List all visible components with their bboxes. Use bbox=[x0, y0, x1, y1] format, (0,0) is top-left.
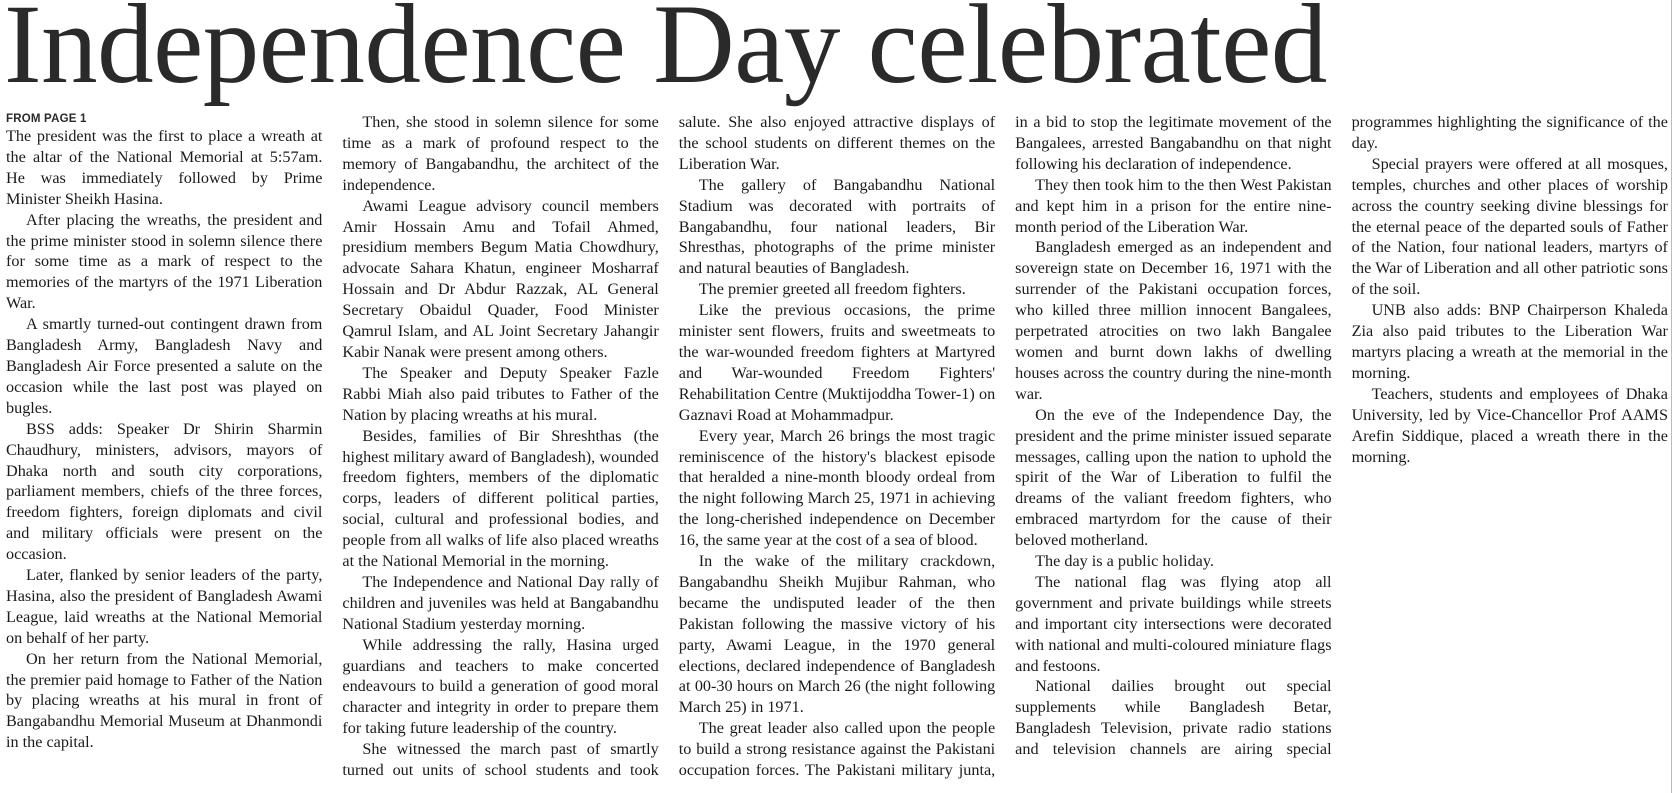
article-paragraph: Later, flanked by senior leaders of the party, Hasina, also the president of Bangladesh Awami League, laid wreaths at the National Memorial on behalf of her party. bbox=[6, 566, 323, 647]
article-paragraph: Bangladesh emerged as an independent and sovereign state on December 16, 1971 with the surrender of the Pakistani occupation forces, who killed three million innocent Bangalees, perpetrated atrocities on two lakh Bangalee women and burnt down lakhs of dwelling houses across the country during the nine-month war. bbox=[1015, 238, 1332, 403]
article-paragraph: The Independence and National Day rally of children and juveniles was held at Bangabandhu National Stadium yesterday morning. bbox=[342, 572, 659, 633]
article-paragraph: National dailies brought out special supplements while Bangladesh Betar, Bangladesh Television, private radio stations and television channels are airing special programmes highlighting the significance of the day. bbox=[1015, 113, 1668, 759]
article-paragraph: She witnessed the march past of smartly turned out units of school students and took salute. She also enjoyed attractive displays of the school students on different themes on the Liberation War. bbox=[342, 113, 996, 780]
article-paragraph: While addressing the rally, Hasina urged guardians and teachers to make concerted endeavours to build a generation of good moral character and integrity in order to prepare them for taking future leadership of the country. bbox=[342, 635, 659, 738]
article-paragraph: The national flag was flying atop all government and private buildings while streets and important city intersections were decorated with national and multi-coloured miniature flags and festoons. bbox=[1015, 572, 1332, 675]
article-paragraph: The great leader also called upon the people to build a strong resistance against the Pakistani occupation forces. The Pakistani military junta, in a bid to stop the legitimate movement of the Bangalees, arrested Bangabandhu on that night following his declaration of independence. bbox=[678, 113, 1332, 780]
article-paragraph: After placing the wreaths, the president and the prime minister stood in solemn silence there for some time as a mark of respect to the memories of the martyrs of the 1971 Liberation War. bbox=[6, 210, 323, 313]
article-paragraph: The day is a public holiday. bbox=[1035, 552, 1214, 571]
article-paragraph: Then, she stood in solemn silence for some time as a mark of profound respect to the memory of Bangabandhu, the architect of the independence. bbox=[342, 113, 659, 194]
article-body bbox=[6, 112, 1668, 792]
article-paragraph: On the eve of the Independence Day, the president and the prime minister issued separate messages, calling upon the nation to uphold the spirit of the War of Liberation to fulfil the dreams of the valiant freedom fighters, who embraced martyrdom for the cause of their beloved motherland. bbox=[1015, 405, 1332, 550]
article-paragraph: A smartly turned-out contingent drawn from Bangladesh Army, Bangladesh Navy and Bangladesh Air Force presented a salute on the occasion while the last post was played on bugles. bbox=[6, 315, 323, 417]
article-paragraph: BSS adds: Speaker Dr Shirin Sharmin Chaudhury, ministers, advisors, mayors of Dhaka north and south city corporations, parliament members, chiefs of the three forces, freedom fighters, foreign diplomats and civil and military officials were present on the occasion. bbox=[6, 419, 323, 564]
article-paragraph: The Speaker and Deputy Speaker Fazle Rabbi Miah also paid tributes to Father of the Nation by placing wreaths at his mural. bbox=[342, 363, 659, 424]
article-paragraph: Special prayers were offered at all mosques, temples, churches and other places of worship across the country seeking divine blessings for the eternal peace of the departed souls of Father of the Nation, four national leaders, martyrs of the War of Liberation and all other patriotic sons of the soil. bbox=[1351, 154, 1668, 299]
headline: Independence Day celebrated bbox=[4, 0, 1327, 107]
article-paragraph: In the wake of the military crackdown, Bangabandhu Sheikh Mujibur Rahman, who became the undisputed leader of the then Pakistan following the massive victory of his party, Awami League, in the 1970 general elections, declared independence of Bangladesh at 00-30 hours on March 26 (the night following March 25) in 1971. bbox=[678, 552, 996, 717]
article-paragraph: Teachers, students and employees of Dhaka University, led by Vice-Chancellor Prof AAMS Arefin Siddique, placed a wreath there in the morning. bbox=[1351, 384, 1668, 466]
article-paragraph: Awami League advisory council members Amir Hossain Amu and Tofail Ahmed, presidium members Begum Matia Chowdhury, advocate Sahara Khatun, engineer Mosharraf Hossain and Dr Abdur Razzak, AL General Secretary Obaidul Quader, Food Minister Qamrul Islam, and AL Joint Secretary Jahangir Kabir Nanak were present among others. bbox=[342, 196, 659, 361]
article-paragraph: Besides, families of Bir Shreshthas (the highest military award of Bangladesh), wounded freedom fighters, members of the diplomatic corps, leaders of different political parties, social, cultural and professional bodies, and people from all walks of life also placed wreaths at the National Memorial in the morning. bbox=[342, 426, 659, 571]
article-paragraph: On her return from the National Memorial, the premier paid homage to Father of the Nation by placing wreaths at his mural in front of Bangabandhu Memorial Museum at Dhanmondi in the capital. bbox=[6, 649, 323, 752]
article-paragraph: Every year, March 26 brings the most tragic reminiscence of the history's blackest episode that heralded a nine-month bloody ordeal from the night following March 25, 1971 in achieving the long-cherished independence on December 16, the same year at the cost of a sea of blood. bbox=[678, 426, 996, 550]
column-rule bbox=[1671, 0, 1672, 793]
article-paragraph: UNB also adds: BNP Chairperson Khaleda Zia also paid tributes to the Liberation War martyrs placing a wreath at the memorial in the morning. bbox=[1351, 301, 1668, 382]
article-paragraph: The gallery of Bangabandhu National Stadium was decorated with portraits of Bangabandhu, four national leaders, Bir Shresthas, photographs of the prime minister and natural beauties of Bangladesh. bbox=[678, 175, 996, 278]
article-paragraph: The premier greeted all freedom fighters. bbox=[698, 280, 966, 299]
article-paragraph: They then took him to the then West Pakistan and kept him in a prison for the entire nine-month period of the Liberation War. bbox=[1015, 175, 1332, 236]
article-paragraph: The president was the first to place a wreath at the altar of the National Memorial at 5:57am. He was immediately followed by Prime Minister Sheikh Hasina. bbox=[6, 127, 323, 208]
jump-line: FROM PAGE 1 bbox=[6, 113, 87, 125]
article-paragraph: Like the previous occasions, the prime minister sent flowers, fruits and sweetmeats to the war-wounded freedom fighters at Martyred and War-wounded Freedom Fighters' Rehabilitation Centre (Muktijoddha Tower-1) on Gaznavi Road at Mohammadpur. bbox=[678, 301, 996, 424]
